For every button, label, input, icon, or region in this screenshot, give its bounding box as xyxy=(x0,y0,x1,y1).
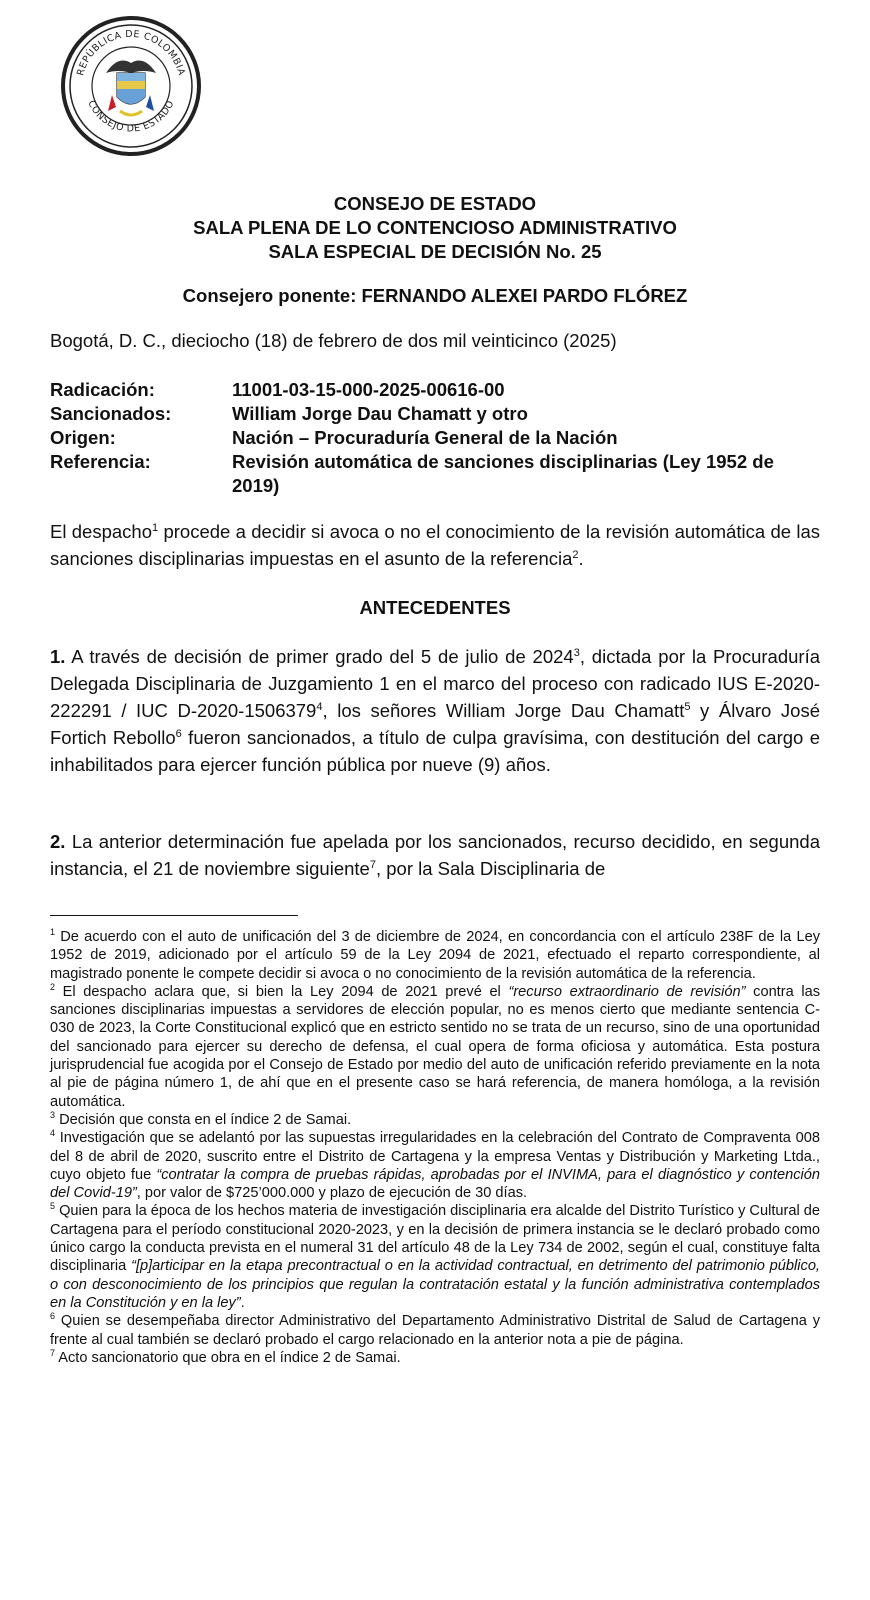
footnote-text: De acuerdo con el auto de unificación del 3 de diciembre de 2024, en concordancia con el artículo 238F de la Ley 1952 de 2019, adicionado por el artículo 59 de la Ley 2094 de 2021, efectuado el reparto correspondiente, al magistrado ponente le compete decidir si avoca o no conocimiento de la revisión automática de la referencia. xyxy=(50,929,820,982)
footnote-number: 3 xyxy=(50,1110,56,1121)
footnotes xyxy=(50,928,820,1367)
footnote-ref[interactable]: 4 xyxy=(316,700,323,713)
svg-text:CONSEJO DE ESTADO: CONSEJO DE ESTADO xyxy=(85,98,177,135)
paragraph-text: y Álvaro José Fortich Rebollo xyxy=(50,700,820,748)
header-line-3: SALA ESPECIAL DE DECISIÓN No. 25 xyxy=(268,241,602,262)
footnote-text: Investigación que se adelantó por las supuestas irregularidades en la celebración del Contrato de Compraventa 008 del 8 de abril de 2020, suscrito entre el Distrito de Cartagena y la empresa Ventas y Distribución y Marketing Ltda., cuyo objeto fue xyxy=(50,1130,820,1183)
footnote-6 xyxy=(50,1312,820,1349)
footnote-text: Quien se desempeñaba director Administrativo del Departamento Administrativo Distrital de Salud de Cartagena y frente al cual también se declaró probado el cargo relacionado en la anterior nota a pie de página. xyxy=(50,1313,820,1348)
consejo-de-estado-seal-logo xyxy=(60,15,202,157)
footnote-2 xyxy=(50,983,820,1111)
footnote-ref[interactable]: 1 xyxy=(152,521,159,534)
reference-value: William Jorge Dau Chamatt y otro xyxy=(232,403,528,424)
footnote-1 xyxy=(50,928,820,983)
section-title-antecedentes: ANTECEDENTES xyxy=(359,597,511,618)
intro-text: El despacho xyxy=(50,521,153,542)
footnote-number: 7 xyxy=(50,1347,56,1358)
reference-row xyxy=(50,402,812,426)
footnote-number: 5 xyxy=(50,1201,56,1212)
reference-value: Nación – Procuraduría General de la Nación xyxy=(232,427,618,448)
footnote-number: 6 xyxy=(50,1311,56,1322)
footnote-5 xyxy=(50,1202,820,1312)
header-line-2: SALA PLENA DE LO CONTENCIOSO ADMINISTRATIVO xyxy=(193,217,677,238)
footnote-3 xyxy=(50,1111,820,1129)
footnote-separator xyxy=(50,915,298,916)
footnote-4 xyxy=(50,1129,820,1202)
reference-row xyxy=(50,426,812,450)
reference-row xyxy=(50,378,812,402)
footnote-7 xyxy=(50,1349,820,1367)
footnote-ref[interactable]: 6 xyxy=(175,727,182,740)
footnote-number: 2 xyxy=(50,982,56,993)
footnote-ref[interactable]: 7 xyxy=(369,858,376,871)
paragraph-text: fueron sancionados, a título de culpa gravísima, con destitución del cargo e inhabilitados para ejercer función pública por nueve (9) años. xyxy=(50,727,820,775)
footnote-text: , por valor de $725’000.000 y plazo de ejecución de 30 días. xyxy=(136,1185,528,1202)
footnote-ref[interactable]: 2 xyxy=(572,548,579,561)
footnote-text: El despacho aclara que, si bien la Ley 2094 de 2021 prevé el xyxy=(55,983,509,1000)
document-date: Bogotá, D. C., dieciocho (18) de febrero de dos mil veinticinco (2025) xyxy=(50,330,617,351)
paragraph-number: 2. xyxy=(50,831,66,852)
court-header xyxy=(0,192,870,264)
footnote-number: 4 xyxy=(50,1128,56,1139)
intro-paragraph xyxy=(50,518,820,572)
svg-text:REPÚBLICA DE COLOMBIA: REPÚBLICA DE COLOMBIA xyxy=(75,28,187,77)
footnote-quote: “contratar la compra de pruebas rápidas, aprobadas por el INVIMA, para el diagnóstico y contención del Covid-19” xyxy=(50,1166,820,1202)
footnote-text: Decisión que consta en el índice 2 de Samai. xyxy=(55,1111,352,1128)
reference-key: Referencia: xyxy=(50,451,151,472)
footnote-text: Quien para la época de los hechos materia de investigación disciplinaria era alcalde del Distrito Turístico y Cultural de Cartagena para el período constitucional 2020-2023, y en la decisión de primera instancia se le declaró probado como único cargo la conducta prevista en el numeral 31 del artículo 48 de la Ley 734 de 2002, según el cual, constituye falta disciplinaria xyxy=(50,1203,820,1275)
intro-text: procede a decidir si avoca o no el conocimiento de la revisión automática de las sanciones disciplinarias impuestas en el asunto de la referencia xyxy=(50,521,821,569)
header-line-1: CONSEJO DE ESTADO xyxy=(333,193,537,214)
paragraph-number: 1. xyxy=(50,646,66,667)
footnote-quote: “[p]articipar en la etapa precontractual o en la actividad contractual, en detrimento del patrimonio público, o con desconocimiento de los principios que regulan la contratación estatal y la función administrativa contemplados en la Constitución y en la ley” xyxy=(50,1258,820,1311)
paragraph-text: , los señores William Jorge Dau Chamatt xyxy=(322,700,685,721)
paragraph-text: , dictada por la Procuraduría Delegada Disciplinaria de Juzgamiento 1 en el marco del proceso con radicado IUS E-2020-222291 / IUC D-2020-1506379 xyxy=(50,646,820,721)
reference-value: 11001-03-15-000-2025-00616-00 xyxy=(232,379,505,400)
footnote-ref[interactable]: 5 xyxy=(684,700,691,713)
paragraph-text: A través de decisión de primer grado del 5 de julio de 2024 xyxy=(65,646,574,667)
paragraph-text: , por la Sala Disciplinaria de xyxy=(375,858,606,879)
reference-key: Origen: xyxy=(50,427,116,448)
reference-block xyxy=(50,378,812,498)
footnote-number: 1 xyxy=(50,927,56,938)
paragraph-1 xyxy=(50,643,820,778)
reference-key: Radicación: xyxy=(50,379,155,400)
footnote-ref[interactable]: 3 xyxy=(573,646,580,659)
footnote-quote: “recurso extraordinario de revisión” xyxy=(508,983,746,1000)
consejero-ponente: Consejero ponente: FERNANDO ALEXEI PARDO FLÓREZ xyxy=(182,285,688,306)
reference-key: Sancionados: xyxy=(50,403,172,424)
paragraph-text: La anterior determinación fue apelada por los sancionados, recurso decidido, en segunda instancia, el 21 de noviembre siguiente xyxy=(50,831,820,879)
paragraph-2 xyxy=(50,828,820,882)
reference-value: Revisión automática de sanciones disciplinarias (Ley 1952 de 2019) xyxy=(232,451,774,496)
footnote-text: . xyxy=(240,1294,245,1311)
intro-text: . xyxy=(578,548,584,569)
reference-row xyxy=(50,450,812,498)
footnote-text: Acto sancionatorio que obra en el índice 2 de Samai. xyxy=(55,1349,401,1366)
footnote-text: contra las sanciones disciplinarias impuestas a servidores de elección popular, no es menos cierto que mediante sentencia C-030 de 2023, la Corte Constitucional explicó que en estricto sentido no se trata de un recurso, sino de una oportunidad del sancionado para ejercer su derecho de defensa, el cual opera de forma oficiosa y automática. Esta postura jurisprudencial fue acogida por el Consejo de Estado por medio del auto de unificación referido previamente en la nota al pie de página número 1, de ahí que en el presente caso se hará referencia, de manera homóloga, a la revisión automática. xyxy=(50,983,821,1110)
